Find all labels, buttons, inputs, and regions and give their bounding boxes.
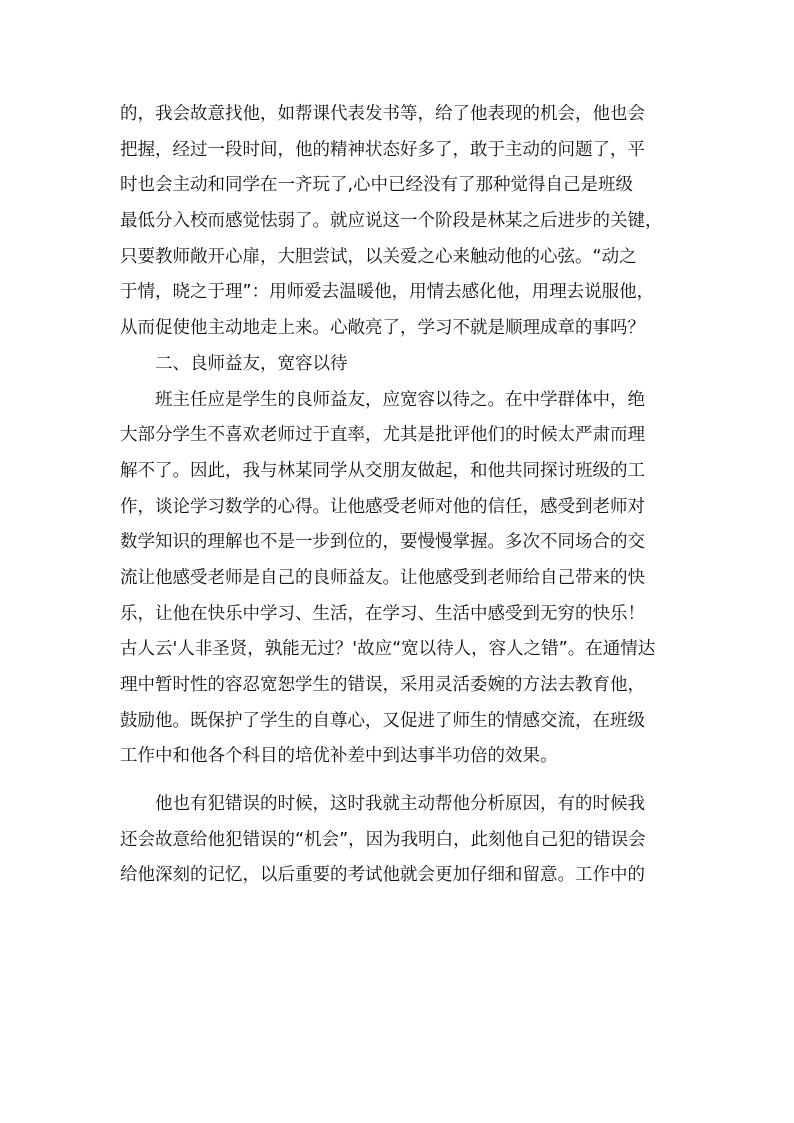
text-line: 流让他感受老师是自己的良师益友。让他感受到老师给自己带来的快	[120, 567, 645, 588]
text-line: 于情，晓之于理”：用师爱去温暖他，用情去感化他，用理去说服他，	[120, 282, 655, 303]
text-line: 给他深刻的记忆，以后重要的考试他就会更加仔细和留意。工作中的	[120, 865, 645, 886]
section-heading: 二、良师益友，宽容以待	[120, 353, 348, 374]
text-line: 最低分入校而感觉怯弱了。就应说这一个阶段是林某之后进步的关键，	[120, 211, 663, 232]
text-line: 还会故意给他犯错误的“机会”，因为我明白，此刻他自己犯的错误会	[120, 829, 646, 850]
text-line: 时也会主动和同学在一齐玩了,心中已经没有了那种觉得自己是班级	[120, 175, 634, 196]
text-line: 他也有犯错误的时候，这时我就主动帮他分析原因，有的时候我	[120, 794, 645, 815]
text-line: 理中暂时性的容忍宽恕学生的错误，采用灵活委婉的方法去教育他，	[120, 675, 645, 695]
text-line: 工作中和他各个科目的培优补差中到达事半功倍的效果。	[120, 746, 558, 767]
body-text	[120, 97, 690, 894]
text-line: 班主任应是学生的良师益友，应宽容以待之。在中学群体中，绝	[120, 389, 645, 410]
text-line: 大部分学生不喜欢老师过于直率，尤其是批评他们的时候太严肃而理	[120, 425, 645, 446]
text-line: 把握，经过一段时间，他的精神状态好多了，敢于主动的问题了，平	[120, 139, 645, 160]
text-line: 数学知识的理解也不是一步到位的，要慢慢掌握。多次不同场合的交	[120, 532, 645, 553]
text-line: 的，我会故意找他，如帮课代表发书等，给了他表现的机会，他也会	[120, 104, 645, 124]
text-line: 只要教师敞开心扉，大胆尝试，以关爱之心来触动他的心弦。“动之	[120, 246, 637, 267]
text-line: 解不了。因此，我与林某同学从交朋友做起，和他共同探讨班级的工	[120, 460, 645, 481]
text-line: 古人云'人非圣贤，孰能无过？'故应“宽以待人，容人之错”。在通情达	[120, 639, 656, 660]
text-line: 从而促使他主动地走上来。心敞亮了，学习不就是顺理成章的事吗？	[120, 318, 645, 339]
text-line: 作，谈论学习数学的心得。让他感受老师对他的信任，感受到老师对	[120, 496, 645, 517]
text-line: 乐，让他在快乐中学习、生活，在学习、生活中感受到无穷的快乐！	[120, 603, 645, 624]
text-line: 鼓励他。既保护了学生的自尊心，又促进了师生的情感交流，在班级	[120, 710, 645, 731]
paragraph-gap	[120, 775, 690, 787]
